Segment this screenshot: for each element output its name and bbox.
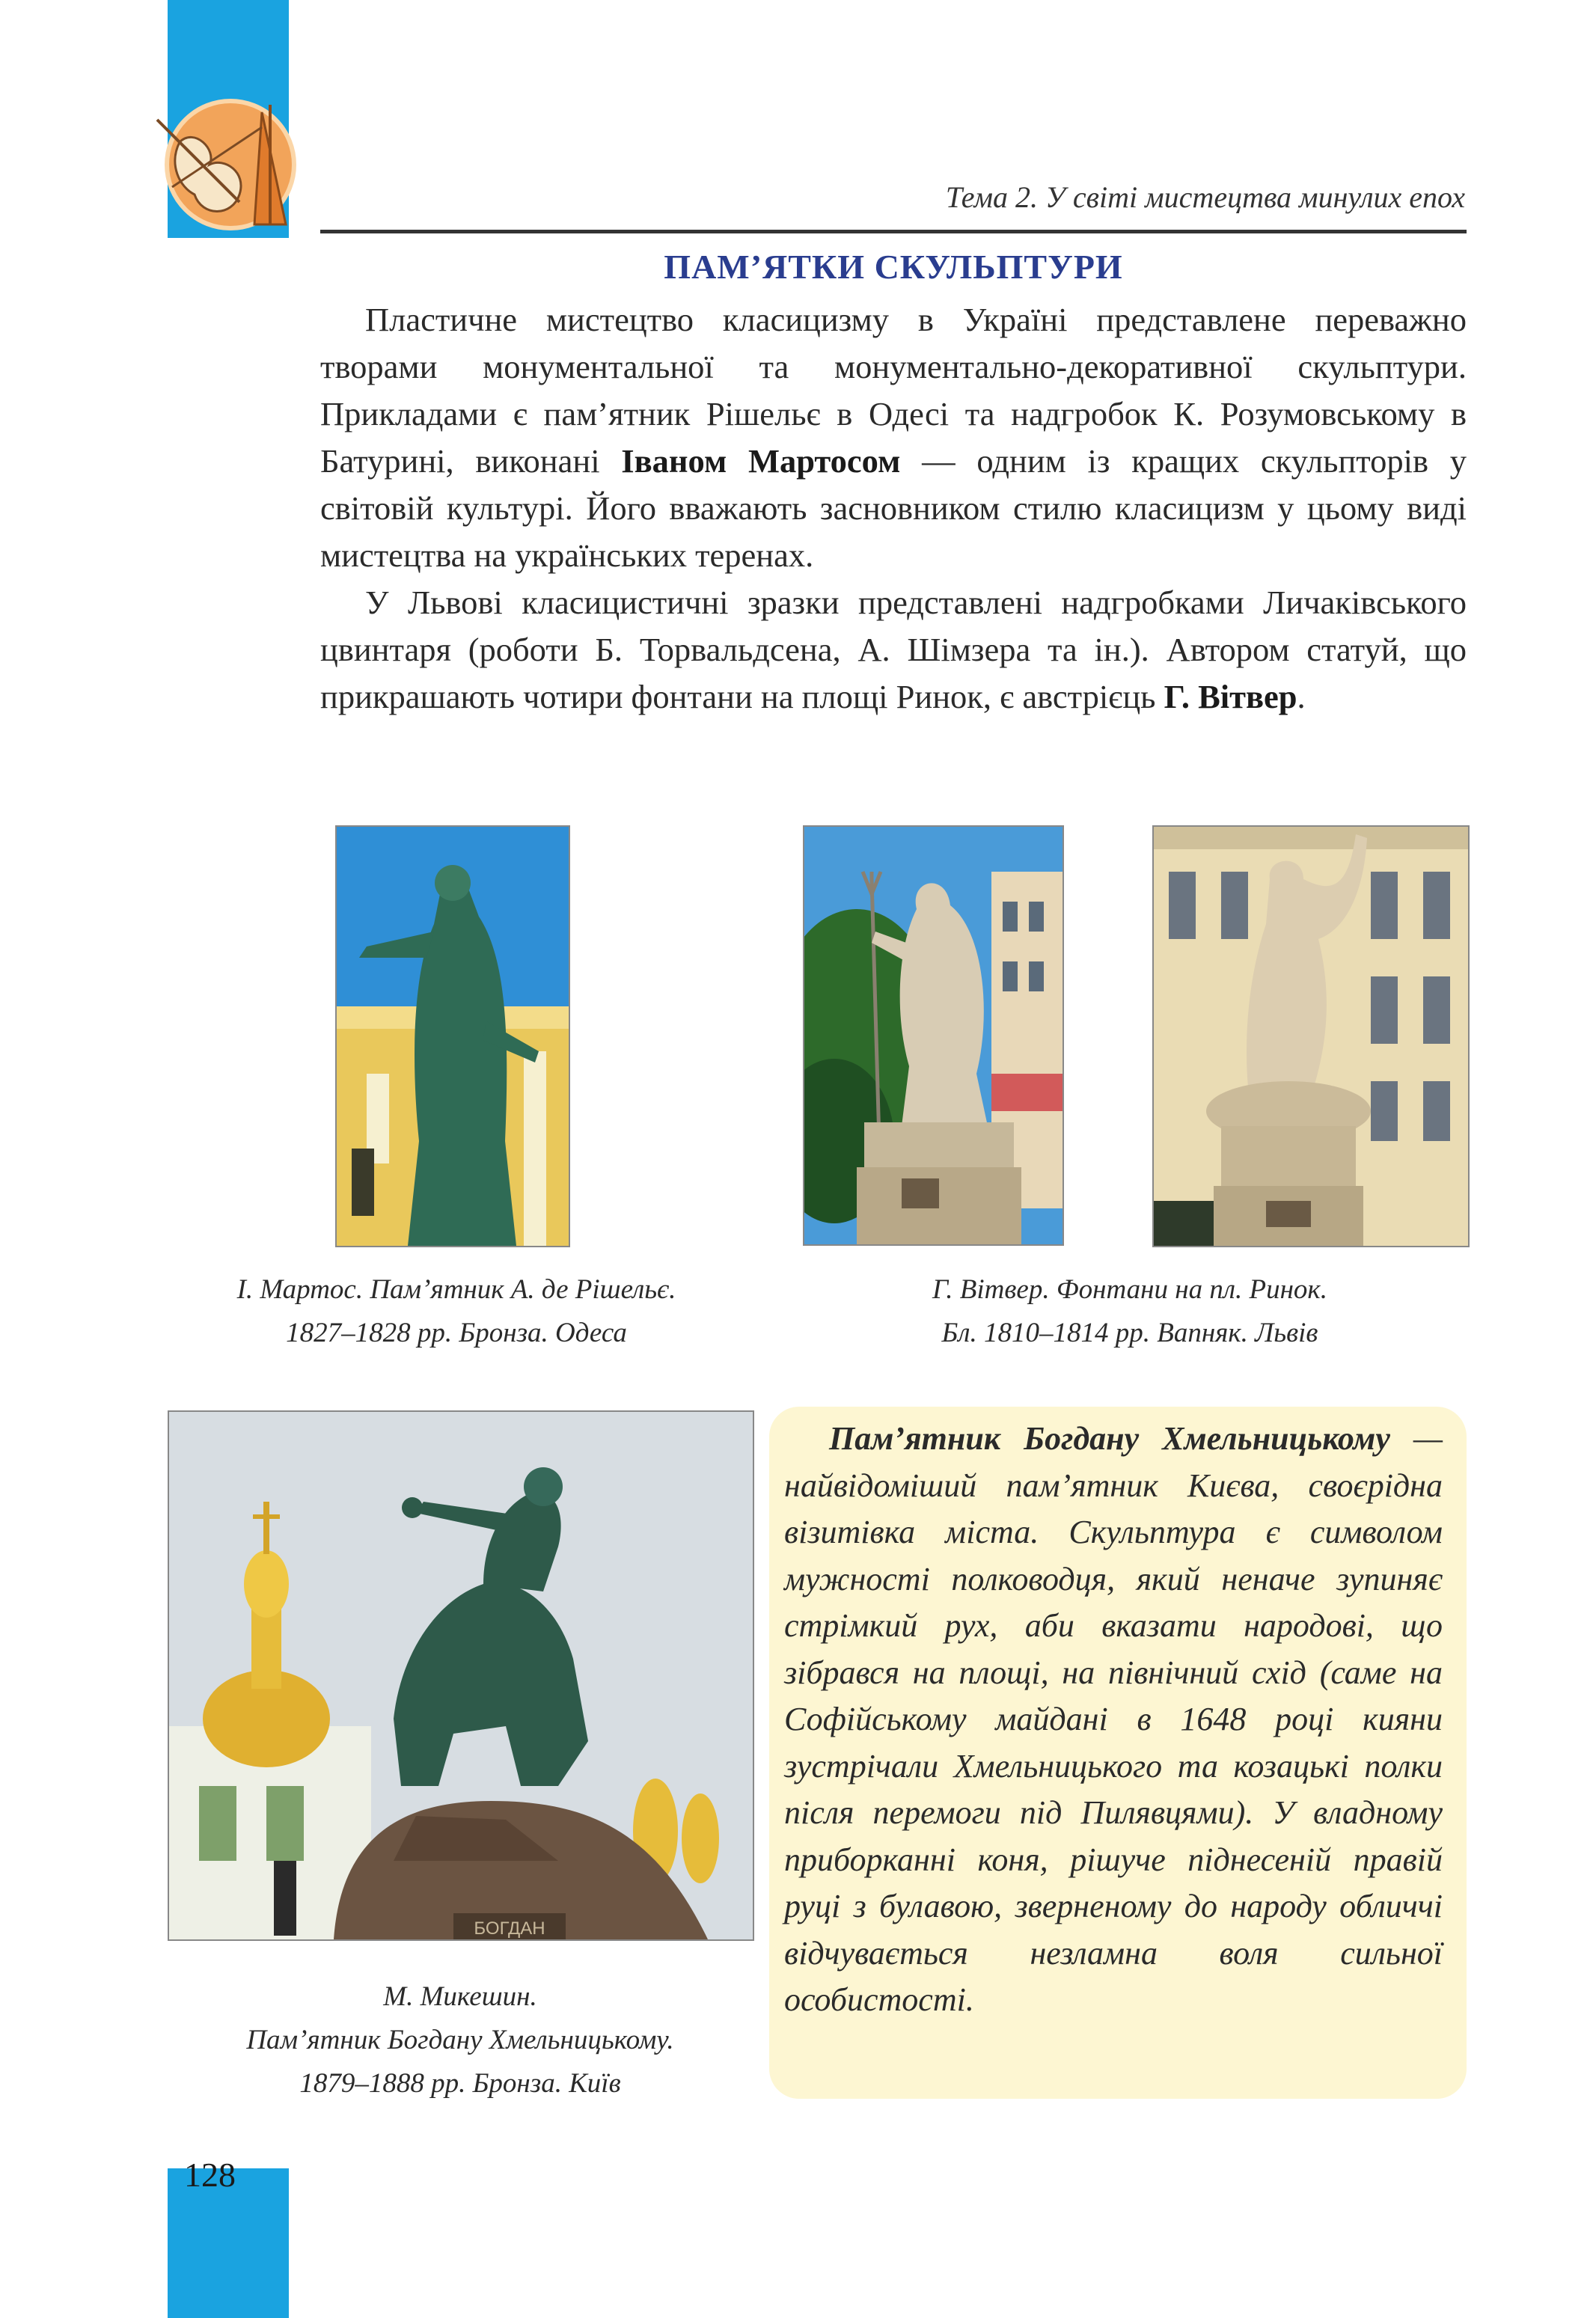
adonis-fountain-photo (1152, 825, 1470, 1247)
paragraph2-part-a: У Львові класицистичні зразки представлені надгробками Личаківського цвинтаря (роботи Б. Торвальдсена, А. Шімзера та ін.). Автором статуй, що прикрашають чотири фонтани на площі Ринок, є австрієць (320, 584, 1467, 715)
paragraph1-part-b: — одним із кращих скульпторів у світовій культурі. Його вважають засновником стилю класицизм у цьому виді мистецтва на українських теренах. (320, 442, 1467, 574)
neptune-fountain-photo (803, 825, 1064, 1246)
section-heading: ПАМ’ЯТКИ СКУЛЬПТУРИ (664, 248, 1123, 286)
khmelnytsky-caption-line3: 1879–1888 рр. Бронза. Київ (299, 2068, 621, 2099)
khmelnytsky-caption-line2: Пам’ятник Богдану Хмельницькому. (246, 2025, 674, 2055)
paragraph2-part-b: . (1297, 678, 1306, 715)
violin-tower-emblem-icon (150, 82, 299, 239)
topic-title: У світі мистецтва минулих епох (1045, 180, 1465, 214)
paragraph-lviv (320, 579, 1467, 721)
pedestal-inscription: БОГДАН (474, 1918, 545, 1939)
callout-lead: Пам’ятник Богдану Хмельницькому (829, 1420, 1390, 1457)
richelieu-caption-line1: І. Мартос. Пам’ятник А. де Рішельє. (236, 1274, 676, 1305)
paragraph-classicism (320, 296, 1467, 579)
page-number: 128 (184, 2156, 236, 2194)
fountains-caption-line2: Бл. 1810–1814 рр. Вапняк. Львів (941, 1318, 1318, 1348)
callout-body: — найвідоміший пам’ятник Києва, своєрідна візитівка міста. Скульптура є символом мужності полководця, який неначе зупиняє стрімкий рух, аби вказати народові, що зібрався на площі, на північний схід (саме на Софійському майдані в 1648 році кияни зустрічали Хмельницького та козацькі полки після перемоги під Пилявцями). У владному приборканні коня, рішуче піднесеній правій руці з булавою, зверненому до народу обличчі відчувається незламна воля сильної особистості. (784, 1420, 1443, 2018)
paragraph1-part-a: Пластичне мистецтво класицизму в Україні представлене переважно творами монументальної та монументально-декоративної скульптури. Прикладами є пам’ятник Рішельє в Одесі та надгробок К. Розумовському в Батурині, виконані (320, 301, 1467, 480)
witwer-name: Г. Вітвер (1164, 678, 1297, 715)
fountains-caption-line1: Г. Вітвер. Фонтани на пл. Ринок. (932, 1274, 1327, 1305)
topic-prefix: Тема 2. (945, 180, 1038, 214)
fountains-caption (823, 1268, 1437, 1355)
khmelnytsky-callout-text (784, 1416, 1443, 2024)
topic-header (748, 180, 1465, 215)
richelieu-monument-photo (335, 825, 570, 1247)
header-rule (320, 230, 1467, 233)
richelieu-caption-line2: 1827–1828 рр. Бронза. Одеса (286, 1318, 627, 1348)
martos-name: Іваном Мартосом (621, 442, 901, 480)
richelieu-caption (150, 1268, 763, 1355)
khmelnytsky-monument-photo (168, 1410, 754, 1941)
khmelnytsky-caption (150, 1975, 771, 2106)
intro-text (320, 296, 1467, 721)
khmelnytsky-caption-line1: М. Микешин. (383, 1981, 537, 2012)
